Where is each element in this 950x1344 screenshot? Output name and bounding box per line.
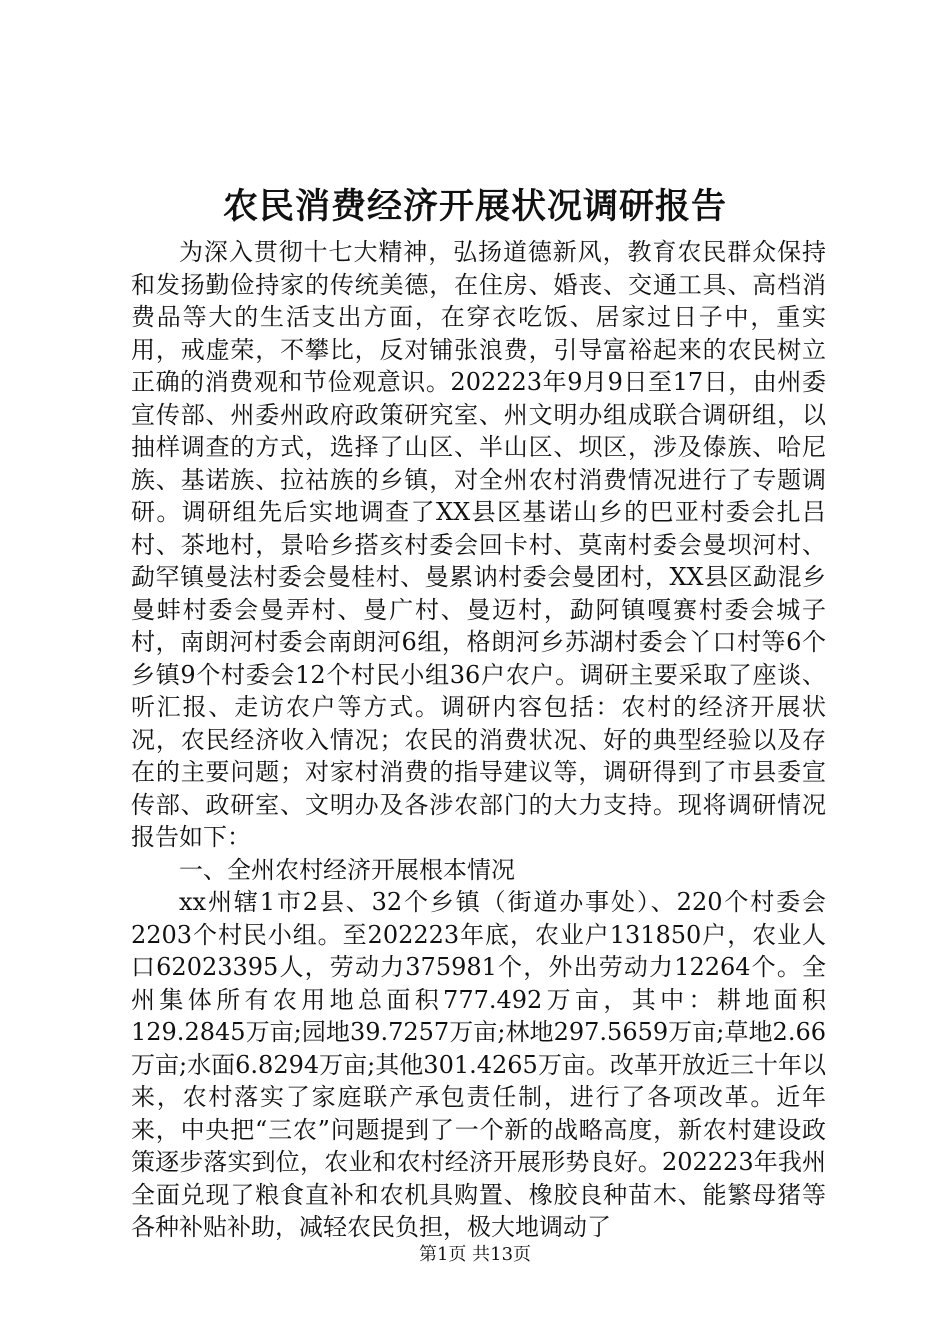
paragraph-intro: 为深入贯彻十七大精神，弘扬道德新风，教育农民群众保持和发扬勤俭持家的传统美德，在住房、婚丧、交通工具、高档消费品等大的生活支出方面，在穿衣吃饭、居家过日子中，重实用，戒虚荣，不攀比，反对铺张浪费，引导富裕起来的农民树立正确的消费观和节俭观意识。202223年9月9日至17日，由州委宣传部、州委州政府政策研究室、州文明办组成联合调研组，以抽样调查的方式，选择了山区、半山区、坝区，涉及傣族、哈尼族、基诺族、拉祜族的乡镇，对全州农村消费情况进行了专题调研。调研组先后实地调查了XX县区基诺山乡的巴亚村委会扎吕村、茶地村，景哈乡搭亥村委会回卡村、莫南村委会曼坝河村、勐罕镇曼法村委会曼桂村、曼累讷村委会曼团村，XX县区勐混乡曼蚌村委会曼弄村、曼广村、曼迈村，勐阿镇嘎赛村委会城子村，南朗河村委会南朗河6组，格朗河乡苏湖村委会丫口村等6个乡镇9个村委会12个村民小组36户农户。调研主要采取了座谈、听汇报、走访农户等方式。调研内容包括：农村的经济开展状况，农民经济收入情况；农民的消费状况、好的典型经验以及存在的主要问题；对家村消费的指导建议等，调研得到了市县委宣传部、政研室、文明办及各涉农部门的大力支持。现将调研情况报告如下：	[131, 238, 826, 851]
page-footer: 第1页 共13页	[418, 1244, 532, 1265]
page-title: 农民消费经济开展状况调研报告	[222, 186, 727, 227]
section-heading: 一、全州农村经济开展根本情况	[179, 855, 515, 884]
document-body	[131, 236, 826, 1244]
paragraph-overview: xx州辖1市2县、32个乡镇（街道办事处）、220个村委会2203个村民小组。至202223年底，农业户131850户，农业人口62023395人，劳动力375981个，外出劳动力12264个。全州集体所有农用地总面积777.492万亩，其中：耕地面积129.2845万亩;园地39.7257万亩;林地297.5659万亩;草地2.66万亩;水面6.8294万亩;其他301.4265万亩。改革开放近三十年以来，农村落实了家庭联产承包责任制，进行了各项改革。近年来，中央把“三农”问题提到了一个新的战略高度，新农村建设政策逐步落实到位，农业和农村经济开展形势良好。202223年我州全面兑现了粮食直补和农机具购置、橡胶良种苗木、能繁母猪等各种补贴补助，减轻农民负担，极大地调动了	[131, 888, 826, 1241]
